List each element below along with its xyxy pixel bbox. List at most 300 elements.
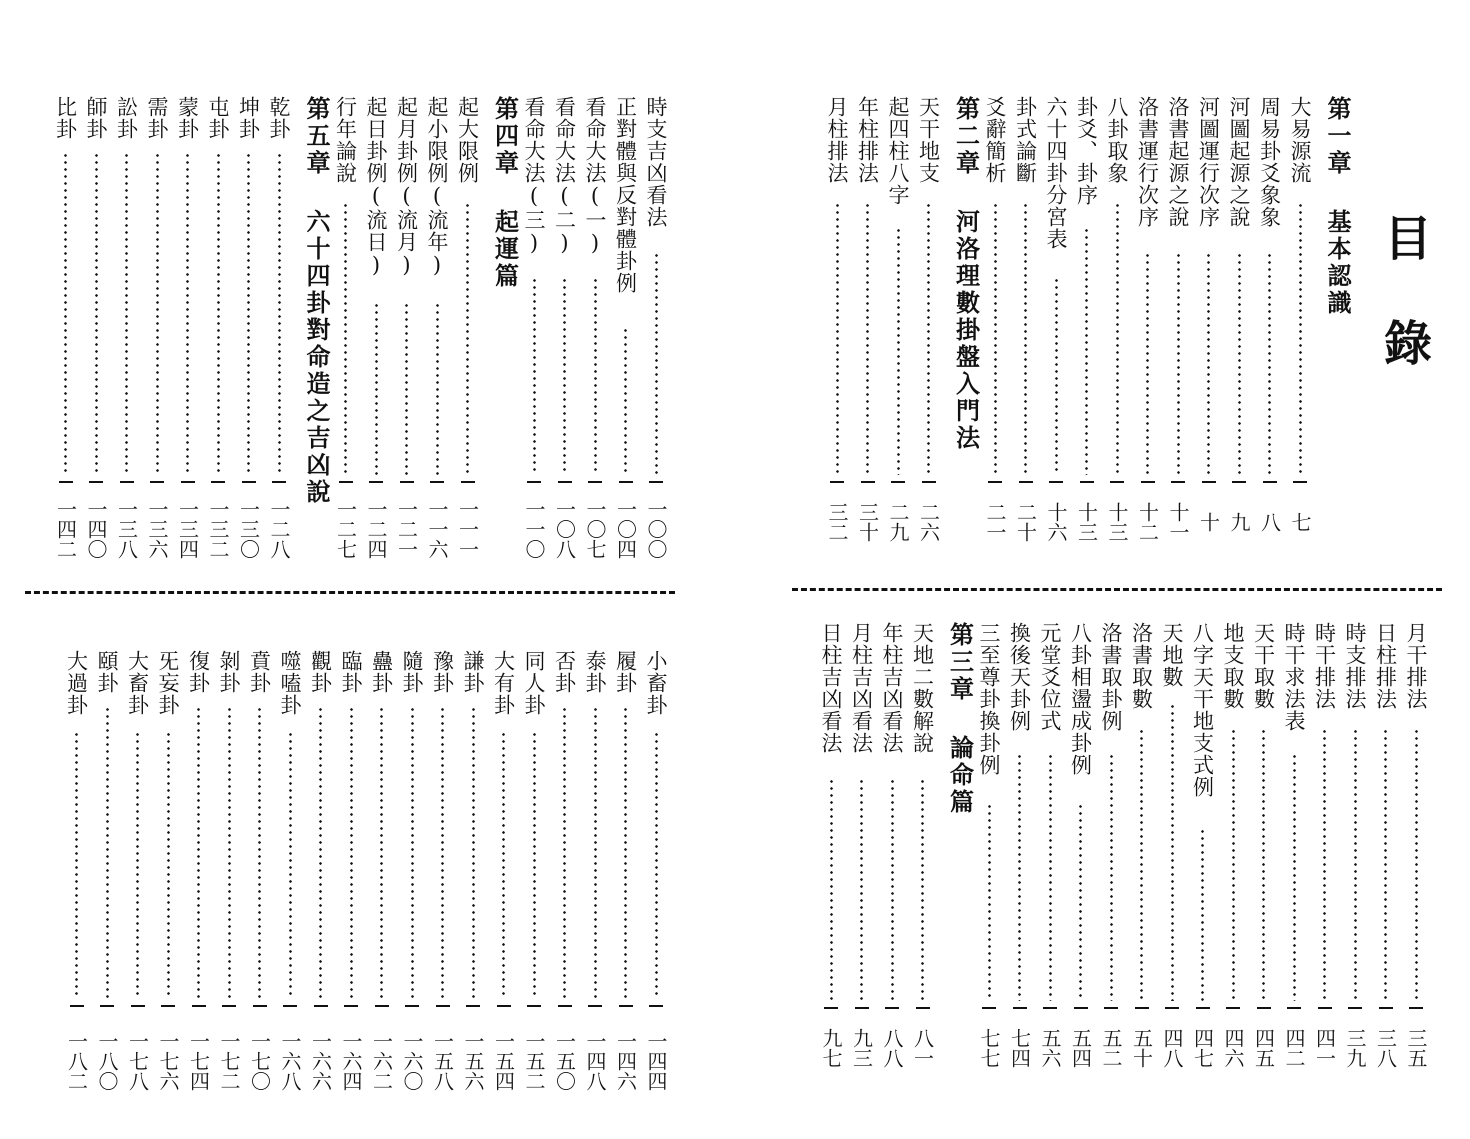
toc-entry-title: 換後天卦例 (1007, 622, 1032, 732)
toc-entry-title: 蒙卦 (175, 96, 200, 140)
toc-entry[interactable] (114, 96, 139, 559)
toc-entry-title: 觀卦 (308, 650, 333, 694)
toc-entry-title: 師卦 (84, 96, 108, 140)
toc-entry[interactable] (145, 96, 169, 559)
leader-end-mark (369, 481, 383, 483)
leader-end-mark (89, 481, 103, 483)
toc-entry-title: 蠱卦 (369, 650, 394, 694)
toc-entry-page: 一五六 (461, 1031, 485, 1091)
toc-entry[interactable] (983, 96, 1007, 556)
toc-entry[interactable] (644, 96, 668, 559)
toc-entry-page: 二十 (1013, 502, 1038, 542)
toc-entry[interactable] (461, 650, 485, 1091)
leader-end-mark (161, 1005, 175, 1007)
leader-dots (563, 277, 566, 475)
leader-dots (278, 152, 281, 475)
toc-entry-title: 大易源流 (1288, 96, 1312, 184)
toc-entry[interactable] (175, 96, 200, 559)
toc-entry[interactable] (308, 650, 333, 1091)
toc-entry-title: 時干排法 (1312, 622, 1337, 710)
toc-entry[interactable] (278, 650, 302, 1091)
toc-entry-title: 訟卦 (114, 96, 139, 140)
toc-entry[interactable] (125, 650, 150, 1091)
toc-entry-title: 天干取數 (1251, 622, 1276, 710)
toc-entry-title: 比卦 (53, 96, 78, 140)
toc-entry-page: 四一 (1312, 1028, 1337, 1068)
toc-entry-title: 剝卦 (217, 650, 241, 694)
toc-entry[interactable] (364, 96, 388, 559)
toc-entry-title: 月干排法 (1404, 622, 1428, 710)
leader-dots (466, 202, 469, 475)
toc-entry[interactable] (333, 96, 358, 559)
leader-end-mark (70, 1005, 84, 1007)
leader-dots (594, 706, 597, 999)
toc-entry[interactable] (247, 650, 272, 1091)
toc-entry-title: 隨卦 (400, 650, 424, 694)
toc-entry-page: 一一〇 (522, 499, 546, 559)
toc-entry-page: 一五二 (522, 1031, 546, 1091)
leader-dots (1415, 728, 1418, 1001)
leader-dots (1110, 753, 1113, 1001)
toc-entry-page: 十一 (1166, 502, 1190, 542)
toc-entry[interactable] (613, 96, 638, 559)
toc-entry-title: 洛書運行次序 (1135, 96, 1160, 228)
leader-dots (1232, 728, 1235, 1001)
toc-entry[interactable] (267, 96, 291, 559)
toc-entry-title: 六十四卦分宮表 (1044, 96, 1068, 250)
toc-entry-title: 河圖運行次序 (1196, 96, 1221, 228)
toc-entry-title: 天干地支 (916, 96, 941, 184)
toc-entry[interactable] (394, 96, 419, 559)
toc-entry-page: 一七六 (156, 1031, 180, 1091)
leader-end-mark (120, 481, 134, 483)
leader-end-mark (1232, 481, 1246, 483)
leader-dots (624, 327, 627, 475)
leader-dots (836, 202, 839, 475)
toc-entry-title: 年柱吉凶看法 (880, 622, 904, 754)
toc-entry[interactable] (552, 96, 577, 559)
leader-end-mark (1074, 1007, 1088, 1009)
toc-entry-page: 五二 (1099, 1028, 1123, 1068)
leader-dots (1085, 227, 1088, 475)
leader-end-mark (824, 1007, 838, 1009)
toc-entry[interactable] (430, 650, 455, 1091)
leader-dots (411, 706, 414, 999)
toc-entry[interactable] (850, 622, 874, 1077)
toc-entry-title: 八卦相盪成卦例 (1068, 622, 1093, 776)
toc-section-top-left (50, 96, 670, 559)
leader-dots (247, 152, 250, 475)
leader-end-mark (649, 1005, 663, 1007)
leader-end-mark (1141, 481, 1155, 483)
leader-end-mark (1110, 481, 1124, 483)
toc-entry-page: 一六六 (308, 1031, 333, 1091)
toc-entry-title: 噬嗑卦 (278, 650, 302, 716)
toc-entry-page: 三十 (855, 502, 880, 542)
leader-dots (258, 706, 261, 999)
toc-entry-page: 四五 (1251, 1028, 1276, 1068)
toc-entry-page: 一六八 (278, 1031, 302, 1091)
leader-dots (125, 152, 128, 475)
toc-entry-page: 一一六 (425, 499, 449, 559)
leader-dots (136, 731, 139, 999)
leader-end-mark (59, 481, 73, 483)
toc-entry[interactable] (1252, 622, 1276, 1077)
toc-entry[interactable] (644, 650, 668, 1091)
leader-end-mark (1171, 481, 1185, 483)
toc-entry-page: 一三二 (206, 499, 230, 559)
toc-entry[interactable] (369, 650, 394, 1091)
leader-dots (375, 302, 378, 475)
leader-end-mark (1049, 481, 1063, 483)
toc-entry[interactable] (819, 622, 843, 1077)
toc-entry-page: 五六 (1038, 1028, 1062, 1068)
toc-entry[interactable] (206, 96, 230, 559)
toc-entry[interactable] (856, 96, 880, 556)
leader-dots (64, 152, 67, 475)
leader-end-mark (861, 481, 875, 483)
leader-dots (1262, 728, 1265, 1001)
toc-entry-page: 一八二 (64, 1031, 89, 1091)
toc-entry-title: 乾卦 (267, 96, 291, 140)
leader-end-mark (588, 481, 602, 483)
toc-entry[interactable] (95, 650, 119, 1091)
leader-end-mark (891, 481, 905, 483)
leader-end-mark (436, 1005, 450, 1007)
toc-entry[interactable] (1191, 622, 1215, 1077)
toc-entry-page: 一二一 (394, 499, 419, 559)
toc-entry-page: 一八〇 (95, 1031, 119, 1091)
toc-entry-page: 一七八 (125, 1031, 150, 1091)
leader-dots (655, 252, 658, 475)
toc-entry[interactable] (522, 96, 546, 559)
toc-entry[interactable] (1014, 96, 1038, 556)
leader-end-mark (283, 1005, 297, 1007)
toc-entry-title: 正對體與反對體卦例 (613, 96, 638, 294)
toc-entry[interactable] (1404, 622, 1428, 1077)
leader-end-mark (211, 481, 225, 483)
leader-end-mark (916, 1007, 930, 1009)
leader-dots (655, 731, 658, 999)
leader-end-mark (253, 1005, 267, 1007)
leader-dots (1354, 728, 1357, 1001)
toc-entry[interactable] (400, 650, 424, 1091)
toc-entry-page: 一〇八 (552, 499, 577, 559)
leader-dots (1238, 252, 1241, 475)
toc-entry[interactable] (339, 650, 363, 1091)
leader-dots (472, 706, 475, 999)
leader-end-mark (497, 1005, 511, 1007)
toc-entry-page: 三二 (825, 502, 849, 542)
leader-end-mark (1257, 1007, 1271, 1009)
toc-entry-page: 四八 (1160, 1028, 1184, 1068)
leader-dots (228, 706, 231, 999)
toc-entry-page: 一六二 (369, 1031, 394, 1091)
leader-end-mark (988, 481, 1002, 483)
toc-entry[interactable] (552, 650, 577, 1091)
toc-entry[interactable] (1044, 96, 1068, 556)
chapter-heading: 第四章 起運篇 (490, 96, 520, 290)
toc-entry[interactable] (491, 650, 516, 1091)
toc-entry-title: 天地二數解說 (910, 622, 935, 754)
toc-entry-title: 賁卦 (247, 650, 272, 694)
toc-entry[interactable] (455, 96, 480, 559)
toc-entry[interactable] (613, 650, 638, 1091)
toc-entry-title: 看命大法(三) (522, 96, 546, 256)
toc-entry[interactable] (886, 96, 910, 556)
leader-end-mark (1043, 1007, 1057, 1009)
toc-entry-title: 日柱吉凶看法 (819, 622, 843, 754)
toc-entry-page: 一三〇 (236, 499, 261, 559)
leader-dots (156, 152, 159, 475)
toc-entry[interactable] (1166, 96, 1190, 556)
toc-entry-page: 九 (1227, 512, 1251, 532)
toc-entry[interactable] (1221, 622, 1245, 1077)
leader-end-mark (885, 1007, 899, 1009)
toc-entry-title: 頤卦 (95, 650, 119, 694)
leader-dots (405, 302, 408, 475)
leader-end-mark (272, 481, 286, 483)
toc-entry[interactable] (1008, 622, 1032, 1077)
toc-entry-title: 時支吉凶看法 (644, 96, 668, 228)
toc-entry-page: 九七 (819, 1028, 843, 1068)
toc-entry-page: 七 (1288, 512, 1312, 532)
toc-entry-title: 年柱排法 (855, 96, 880, 184)
toc-entry-title: 泰卦 (583, 650, 607, 694)
toc-entry-page: 一三八 (114, 499, 139, 559)
toc-entry[interactable] (1099, 622, 1123, 1077)
leader-dots (994, 202, 997, 475)
toc-entry-title: 屯卦 (206, 96, 230, 140)
toc-entry-title: 旡妄卦 (156, 650, 180, 716)
toc-entry[interactable] (425, 96, 449, 559)
toc-entry-page: 十 (1196, 512, 1221, 532)
toc-entry-page: 三九 (1343, 1028, 1367, 1068)
toc-entry-page: 十二 (1135, 502, 1160, 542)
leader-dots (441, 706, 444, 999)
leader-end-mark (558, 481, 572, 483)
toc-entry-title: 否卦 (552, 650, 577, 694)
leader-dots (380, 706, 383, 999)
toc-entry[interactable] (917, 96, 941, 556)
leader-dots (167, 731, 170, 999)
toc-entry-title: 起日卦例(流日) (364, 96, 388, 278)
toc-entry[interactable] (1258, 96, 1282, 556)
leader-dots (436, 302, 439, 475)
leader-end-mark (649, 481, 663, 483)
toc-entry-page: 四七 (1190, 1028, 1215, 1068)
toc-section-top-right (825, 96, 1352, 556)
leader-end-mark (1013, 1007, 1027, 1009)
toc-entry[interactable] (880, 622, 904, 1077)
toc-entry[interactable] (911, 622, 935, 1077)
leader-end-mark (192, 1005, 206, 1007)
toc-entry[interactable] (1374, 622, 1398, 1077)
toc-entry[interactable] (156, 650, 180, 1091)
toc-entry-page: 九三 (849, 1028, 874, 1068)
toc-entry-page: 一四二 (53, 499, 78, 559)
leader-end-mark (1135, 1007, 1149, 1009)
leader-dots (1018, 753, 1021, 1001)
page-title-char-1: 目 (1384, 211, 1433, 267)
leader-dots (927, 202, 930, 475)
toc-entry[interactable] (1343, 622, 1367, 1077)
toc-entry-title: 月柱排法 (825, 96, 849, 184)
leader-end-mark (588, 1005, 602, 1007)
leader-dots (1024, 202, 1027, 475)
toc-entry-title: 天地數 (1160, 622, 1184, 688)
toc-entry-title: 河圖起源之說 (1227, 96, 1251, 228)
leader-dots (866, 202, 869, 475)
toc-entry-page: 四二 (1282, 1028, 1306, 1068)
leader-dots (1079, 803, 1082, 1001)
toc-entry-page: 十六 (1044, 502, 1068, 542)
toc-entry[interactable] (1136, 96, 1160, 556)
leader-end-mark (1348, 1007, 1362, 1009)
leader-dots (217, 152, 220, 475)
leader-end-mark (466, 1005, 480, 1007)
leader-end-mark (150, 481, 164, 483)
toc-entry[interactable] (64, 650, 89, 1091)
toc-entry-page: 一四六 (613, 1031, 638, 1091)
toc-entry-title: 爻辭簡析 (983, 96, 1007, 184)
toc-entry-page: 一七四 (186, 1031, 211, 1091)
leader-dots (891, 778, 894, 1001)
toc-entry-page: 一〇四 (613, 499, 638, 559)
toc-entry-title: 卦爻、卦序 (1074, 96, 1099, 206)
toc-entry-page: 一五八 (430, 1031, 455, 1091)
toc-entry-page: 一五四 (491, 1031, 516, 1091)
toc-entry[interactable] (1282, 622, 1306, 1077)
toc-entry-title: 起四柱八字 (886, 96, 910, 206)
toc-entry[interactable] (1197, 96, 1221, 556)
toc-entry-page: 一三六 (145, 499, 169, 559)
leader-dots (1299, 202, 1302, 475)
toc-entry-title: 大有卦 (491, 650, 516, 716)
toc-entry-title: 復卦 (186, 650, 211, 694)
toc-entry[interactable] (583, 650, 607, 1091)
toc-entry[interactable] (1313, 622, 1337, 1077)
toc-entry-page: 八八 (880, 1028, 904, 1068)
leader-dots (1171, 703, 1174, 1001)
toc-entry-page: 七四 (1007, 1028, 1032, 1068)
leader-dots (1323, 728, 1326, 1001)
toc-section-bottom-left (50, 650, 670, 1091)
toc-entry-title: 起小限例(流年) (425, 96, 449, 278)
leader-dots (897, 227, 900, 475)
toc-entry[interactable] (217, 650, 241, 1091)
leader-dots (1207, 252, 1210, 475)
leader-end-mark (131, 1005, 145, 1007)
leader-end-mark (982, 1007, 996, 1009)
toc-entry[interactable] (522, 650, 546, 1091)
toc-entry[interactable] (1105, 96, 1129, 556)
leader-dots (533, 277, 536, 475)
toc-entry-title: 元堂爻位式 (1038, 622, 1062, 732)
leader-dots (75, 731, 78, 999)
leader-end-mark (1080, 481, 1094, 483)
toc-entry-page: 七七 (977, 1028, 1001, 1068)
toc-entry[interactable] (1075, 96, 1099, 556)
toc-entry[interactable] (1130, 622, 1154, 1077)
toc-entry-title: 謙卦 (461, 650, 485, 694)
leader-dots (594, 277, 597, 475)
leader-dots (95, 152, 98, 475)
toc-entry[interactable] (977, 622, 1001, 1077)
leader-end-mark (100, 1005, 114, 1007)
toc-entry[interactable] (1069, 622, 1093, 1077)
toc-entry-page: 二一 (983, 502, 1007, 542)
toc-entry[interactable] (53, 96, 78, 559)
toc-entry[interactable] (84, 96, 108, 559)
leader-end-mark (922, 481, 936, 483)
leader-end-mark (1165, 1007, 1179, 1009)
toc-entry[interactable] (236, 96, 261, 559)
leader-end-mark (527, 1005, 541, 1007)
toc-entry[interactable] (1038, 622, 1062, 1077)
chapter-heading: 第一章 基本認識 (1323, 96, 1352, 317)
leader-dots (988, 803, 991, 1001)
leader-dots (1116, 202, 1119, 475)
toc-entry-page: 一四八 (583, 1031, 607, 1091)
section-divider (792, 588, 1442, 591)
leader-dots (186, 152, 189, 475)
leader-dots (1140, 728, 1143, 1001)
leader-dots (344, 202, 347, 475)
toc-entry[interactable] (1227, 96, 1251, 556)
toc-entry-page: 一一一 (455, 499, 480, 559)
toc-entry[interactable] (583, 96, 607, 559)
leader-end-mark (1019, 481, 1033, 483)
toc-entry-page: 一六〇 (400, 1031, 424, 1091)
leader-end-mark (344, 1005, 358, 1007)
leader-dots (106, 706, 109, 999)
leader-end-mark (830, 481, 844, 483)
leader-dots (563, 706, 566, 999)
toc-entry-title: 大畜卦 (125, 650, 150, 716)
leader-end-mark (405, 1005, 419, 1007)
leader-dots (350, 706, 353, 999)
toc-entry-title: 豫卦 (430, 650, 455, 694)
leader-end-mark (430, 481, 444, 483)
chapter-heading: 第五章 六十四卦對命造之吉凶說 (302, 96, 331, 506)
leader-end-mark (1318, 1007, 1332, 1009)
toc-entry-page: 一五〇 (552, 1031, 577, 1091)
leader-end-mark (1409, 1007, 1423, 1009)
toc-entry[interactable] (825, 96, 849, 556)
leader-dots (1293, 753, 1296, 1001)
leader-end-mark (339, 481, 353, 483)
leader-dots (830, 778, 833, 1001)
leader-dots (289, 731, 292, 999)
chapter-heading: 第三章 論命篇 (945, 622, 975, 816)
leader-end-mark (181, 481, 195, 483)
toc-entry[interactable] (1288, 96, 1312, 556)
toc-entry[interactable] (1160, 622, 1184, 1077)
leader-dots (319, 706, 322, 999)
toc-entry[interactable] (186, 650, 211, 1091)
leader-end-mark (1196, 1007, 1210, 1009)
leader-dots (1055, 277, 1058, 475)
leader-dots (502, 731, 505, 999)
toc-entry-page: 一〇七 (583, 499, 607, 559)
toc-entry-page: 二六 (916, 502, 941, 542)
leader-end-mark (461, 481, 475, 483)
leader-end-mark (855, 1007, 869, 1009)
leader-end-mark (1104, 1007, 1118, 1009)
toc-entry-title: 周易卦爻象象 (1257, 96, 1282, 228)
leader-end-mark (1263, 481, 1277, 483)
